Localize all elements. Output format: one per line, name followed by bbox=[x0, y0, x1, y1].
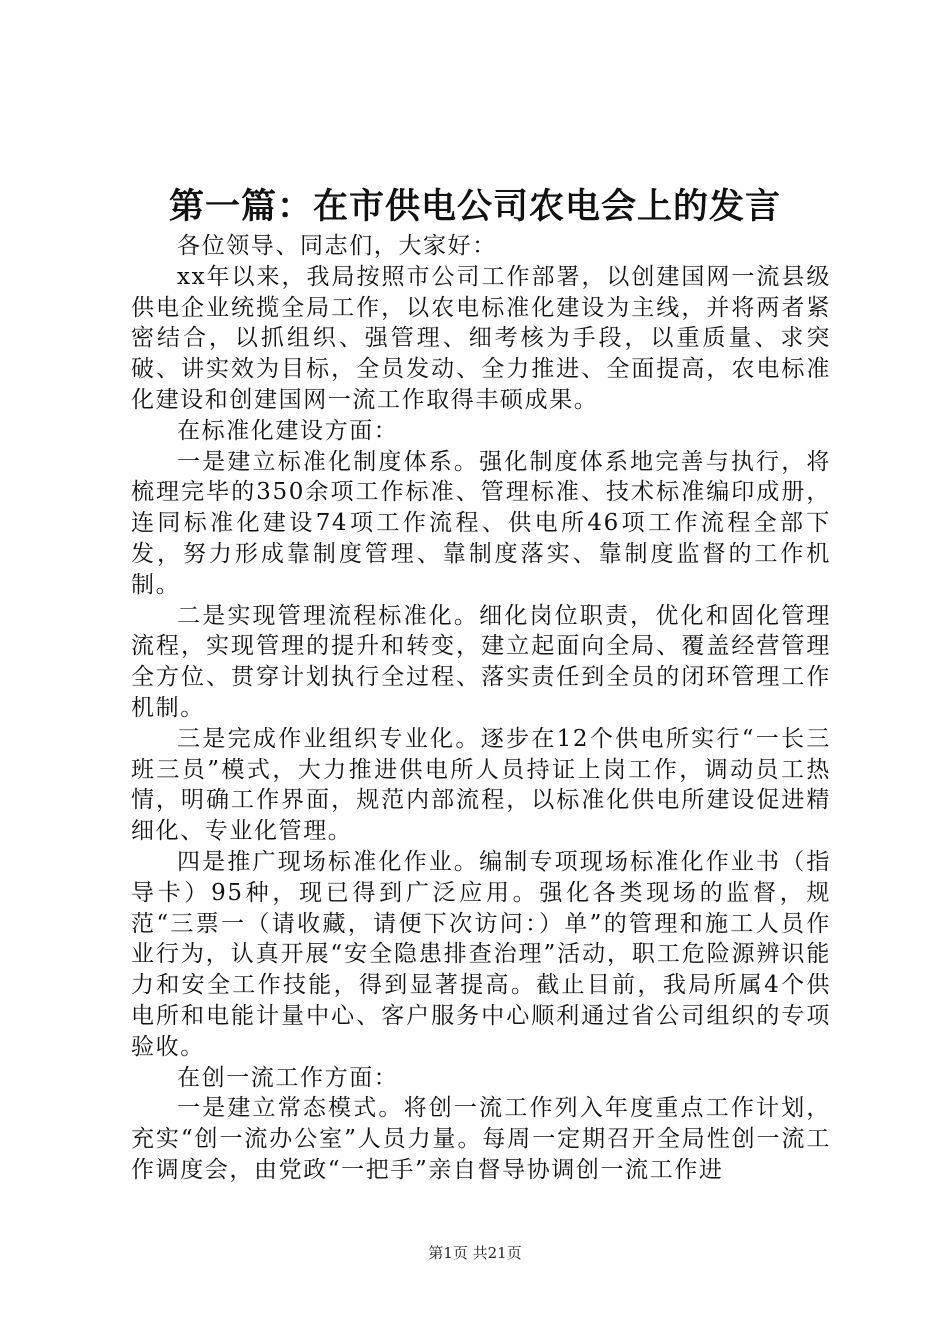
paragraph-standardization-2: 二是实现管理流程标准化。细化岗位职责，优化和固化管理流程，实现管理的提升和转变，建立起面向全局、覆盖经营管理全方位、贯穿计划执行全过程、落实责任到全员的闭环管理工作机制。 bbox=[131, 602, 831, 721]
section-heading-first-class: 在创一流工作方面： bbox=[177, 1064, 399, 1091]
page-footer: 第1页 共21页 bbox=[428, 1244, 522, 1262]
paragraph-greeting: 各位领导、同志们，大家好： bbox=[177, 233, 497, 259]
paragraph-standardization-1: 一是建立标准化制度体系。强化制度体系地完善与执行，将梳理完毕的350余项工作标准、管理标准、技术标准编印成册，连同标准化建设74项工作流程、供电所46项工作流程全部下发，努力形成靠制度管理、靠制度落实、靠制度监督的工作机制。 bbox=[131, 448, 831, 598]
paragraph-standardization-3: 三是完成作业组织专业化。逐步在12个供电所实行“一长三班三员”模式，大力推进供电所人员持证上岗工作，调动员工热情，明确工作界面，规范内部流程，以标准化供电所建设促进精细化、专业化管理。 bbox=[131, 725, 831, 845]
section-heading-standardization: 在标准化建设方面： bbox=[177, 417, 399, 444]
paragraph-first-class-1: 一是建立常态模式。将创一流工作列入年度重点工作计划，充实“创一流办公室”人员力量。每周一定期召开全局性创一流工作调度会，由党政“一把手”亲自督导协调创一流工作进 bbox=[131, 1095, 831, 1183]
document-body bbox=[131, 231, 831, 1186]
paragraph-standardization-4: 四是推广现场标准化作业。编制专项现场标准化作业书（指导卡）95种，现已得到广泛应用。强化各类现场的监督，规范“三票一（请收藏，请便下次访问：）单”的管理和施工人员作业行为，认真开展“安全隐患排查治理”活动，职工危险源辨识能力和安全工作技能，得到显著提高。截止目前，我局所属4个供电所和电能计量中心、客户服务中心顺利通过省公司组织的专项验收。 bbox=[131, 848, 831, 1060]
document-title: 第一篇：在市供电公司农电会上的发言 bbox=[168, 187, 781, 227]
paragraph-intro: xx年以来，我局按照市公司工作部署，以创建国网一流县级供电企业统揽全局工作，以农电标准化建设为主线，并将两者紧密结合，以抓组织、强管理、细考核为手段，以重质量、求突破、讲实效为目标，全员发动、全力推进、全面提高，农电标准化建设和创建国网一流工作取得丰硕成果。 bbox=[131, 263, 831, 413]
